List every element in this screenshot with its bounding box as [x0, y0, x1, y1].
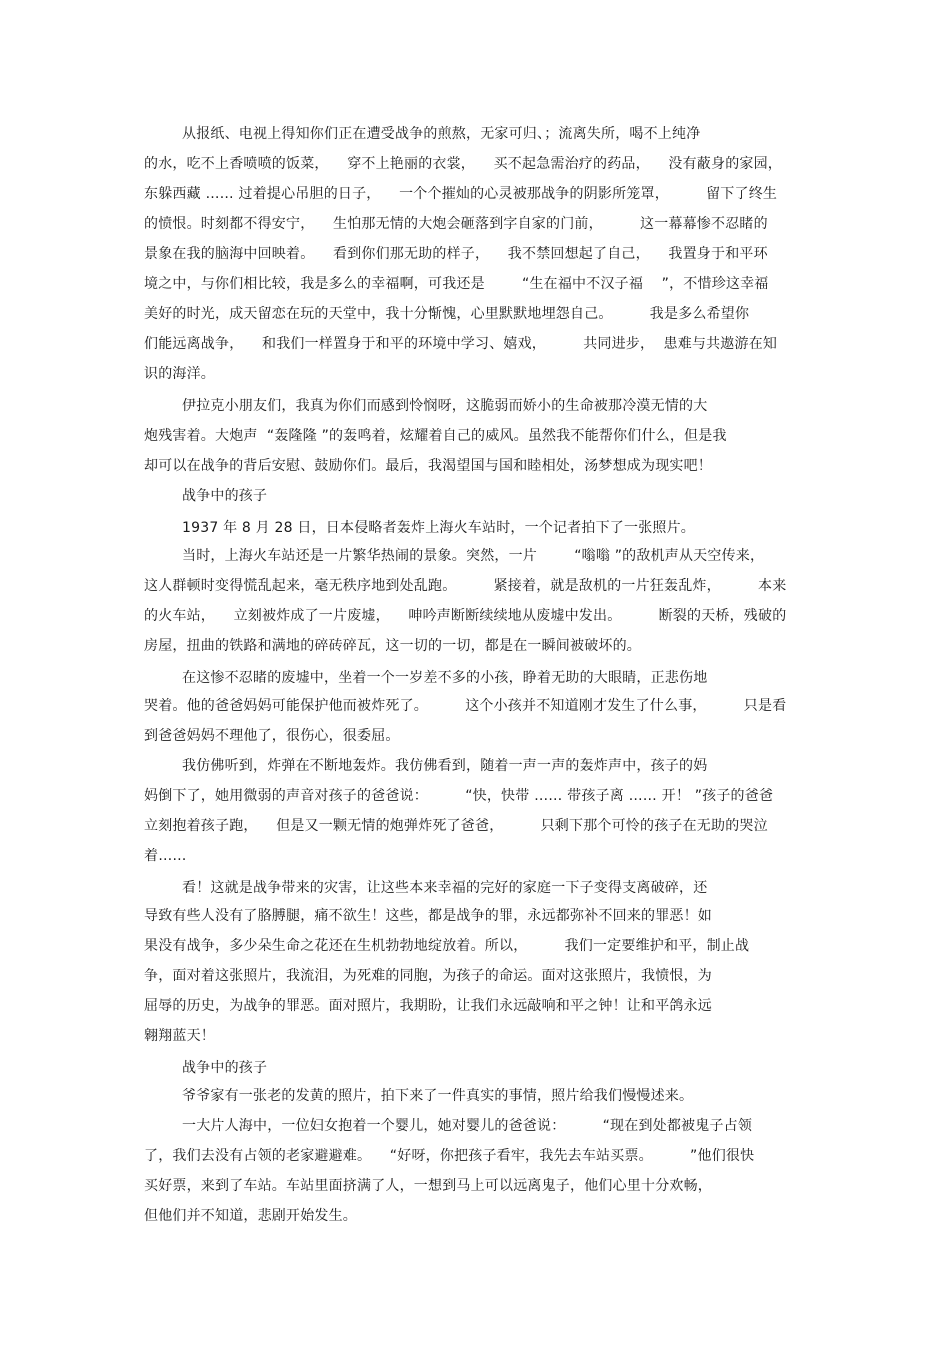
- text-line: 买好票，来到了车站。车站里面挤满了人，一想到马上可以远离鬼子，他们心里十分欢畅，: [144, 1178, 712, 1194]
- text-line: 果没有战争，多少朵生命之花还在生机勃勃地绽放着。所以， 我们一定要维护和平，制止战: [144, 938, 750, 954]
- text-line: 的愤恨。时刻都不得安宁， 生怕那无情的大炮会砸落到字自家的门前， 这一幕幕惨不忍睹的: [144, 216, 768, 232]
- text-line: 们能远离战争， 和我们一样置身于和平的环境中学习、嬉戏， 共同进步， 患难与共遨游在知: [144, 336, 778, 352]
- text-line: 的水，吃不上香喷喷的饭菜， 穿不上艳丽的衣裳， 买不起急需治疗的药品， 没有蔽身的家园，: [144, 156, 782, 172]
- text-line: 美好的时光，成天留恋在玩的天堂中，我十分惭愧，心里默默地埋怨自己。 我是多么希望你: [144, 306, 750, 322]
- text-line: 识的海洋。: [144, 366, 215, 382]
- text-line: 到爸爸妈妈不理他了，很伤心，很委屈。: [144, 728, 400, 744]
- text-line: 房屋，扭曲的铁路和满地的碎砖碎瓦，这一切的一切，都是在一瞬间被破坏的。: [144, 638, 641, 654]
- text-line: 东躲西藏 …… 过着提心吊胆的日子， 一个个摧灿的心灵被那战争的阴影所笼罩， 留下了终生: [144, 186, 778, 202]
- text-line: 哭着。他的爸爸妈妈可能保护他而被炸死了。 这个小孩并不知道刚才发生了什么事， 只是看: [144, 698, 787, 714]
- text-line: 着……: [144, 848, 187, 864]
- text-line: 但他们并不知道，悲剧开始发生。: [144, 1208, 357, 1224]
- text-line: 却可以在战争的背后安慰、鼓励你们。最后，我渴望国与国和睦相处，汤梦想成为现实吧！: [144, 458, 712, 474]
- text-line: 境之中，与你们相比较，我是多么的幸福啊，可我还是 “生在福中不汉子福 ”，不惜珍这幸福: [144, 276, 769, 292]
- text-line: 当时，上海火车站还是一片繁华热闹的景象。突然，一片 “嗡嗡 ”的敌机声从天空传来，: [182, 548, 765, 564]
- section-heading: 战争中的孩子: [182, 488, 268, 504]
- text-line: 景象在我的脑海中回映着。 看到你们那无助的样子， 我不禁回想起了自己， 我置身于和平环: [144, 246, 768, 262]
- text-line: 争，面对着这张照片，我流泪，为死难的同胞，为孩子的命运。面对这张照片，我愤恨，为: [144, 968, 712, 984]
- text-line: 我仿佛听到，炸弹在不断地轰炸。我仿佛看到，随着一声一声的轰炸声中，孩子的妈: [182, 758, 708, 774]
- text-line: 伊拉克小朋友们，我真为你们而感到怜悯呀，这脆弱而娇小的生命被那冷漠无情的大: [182, 398, 708, 414]
- text-line: 一大片人海中，一位妇女抱着一个婴儿，她对婴儿的爸爸说： “现在到处都被鬼子占领: [182, 1118, 753, 1134]
- text-line: 看！这就是战争带来的灾害，让这些本来幸福的完好的家庭一下子变得支离破碎，还: [182, 880, 708, 896]
- text-line: 这人群顿时变得慌乱起来，毫无秩序地到处乱跑。 紧接着，就是敌机的一片狂轰乱炸， 本来: [144, 578, 787, 594]
- text-line: 了，我们去没有占领的老家避避难。 “好呀，你把孩子看牢，我先去车站买票。 ”他们很快: [144, 1148, 755, 1164]
- text-line: 翱翔蓝天！: [144, 1028, 215, 1044]
- text-line: 1937 年 8 月 28 日，日本侵略者轰炸上海火车站时，一个记者拍下了一张照片。: [182, 520, 695, 536]
- text-line: 从报纸、电视上得知你们正在遭受战争的煎熬，无家可归、；流离失所，喝不上纯净: [182, 126, 701, 142]
- text-line: 在这惨不忍睹的废墟中，坐着一个一岁差不多的小孩，睁着无助的大眼睛，正悲伤地: [182, 670, 708, 686]
- text-line: 炮残害着。大炮声 “轰隆隆 ”的轰鸣着，炫耀着自己的威风。虽然我不能帮你们什么，但是我: [144, 428, 727, 444]
- text-line: 屈辱的历史，为战争的罪恶。面对照片，我期盼，让我们永远敲响和平之钟！让和平鸽永远: [144, 998, 712, 1014]
- text-line: 导致有些人没有了胳膊腿，痛不欲生！这些，都是战争的罪，永远都弥补不回来的罪恶！如: [144, 908, 712, 924]
- text-line: 爷爷家有一张老的发黄的照片，拍下来了一件真实的事情，照片给我们慢慢述来。: [182, 1088, 694, 1104]
- text-line: 立刻抱着孩子跑， 但是又一颗无情的炮弹炸死了爸爸， 只剩下那个可怜的孩子在无助的哭泣: [144, 818, 768, 834]
- text-line: 的火车站， 立刻被炸成了一片废墟， 呻吟声断断续续地从废墟中发出。 断裂的天桥，残破的: [144, 608, 787, 624]
- section-heading: 战争中的孩子: [182, 1060, 268, 1076]
- text-line: 妈倒下了，她用微弱的声音对孩子的爸爸说： “快，快带 …… 带孩子离 …… 开！ ”孩子的爸爸: [144, 788, 774, 804]
